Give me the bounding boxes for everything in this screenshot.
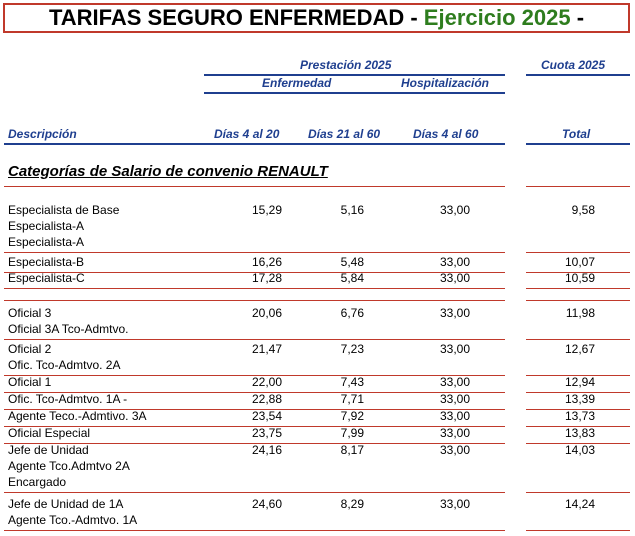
table-row: [0, 375, 635, 392]
cell-dias-21-60: 8,17: [340, 443, 364, 457]
title-year: Ejercicio 2025: [423, 5, 571, 30]
section-rule-total: [526, 186, 630, 187]
cell-dias-21-60: 6,76: [340, 306, 364, 320]
title-separator: -: [404, 5, 424, 30]
table-row: [0, 392, 635, 409]
header-prestacion: Prestación 2025: [300, 58, 392, 72]
row-description: Especialista de Base: [8, 203, 120, 217]
header-hospitalizacion: Hospitalización: [401, 76, 490, 90]
cell-dias-4-60: 33,00: [439, 409, 470, 423]
table-row: [0, 306, 635, 339]
row-description: Jefe de Unidad de 1A: [8, 497, 124, 511]
col-header-total: Total: [562, 127, 591, 141]
row-rule-total: [526, 288, 630, 289]
row-description: Agente Tco.-Admtvo. 1A: [8, 513, 138, 527]
cell-dias-4-20: 17,28: [251, 271, 282, 285]
row-rule: [4, 530, 505, 531]
cell-dias-4-60: 33,00: [439, 392, 470, 406]
row-description: Jefe de Unidad: [8, 443, 89, 457]
cell-total: 11,98: [565, 306, 595, 320]
cell-dias-4-20: 22,88: [251, 392, 282, 406]
cell-dias-21-60: 5,48: [340, 255, 364, 269]
row-rule-total: [526, 492, 630, 493]
cell-dias-4-60: 33,00: [439, 443, 470, 457]
title-trailing: -: [570, 5, 585, 30]
cell-dias-21-60: 7,71: [340, 392, 364, 406]
row-description: Oficial 2: [8, 342, 52, 356]
cell-dias-21-60: 7,43: [340, 375, 364, 389]
col-header-descripcion: Descripción: [8, 127, 77, 141]
cell-total: 13,73: [564, 409, 595, 423]
cell-dias-21-60: 5,84: [340, 271, 364, 285]
row-rule: [4, 339, 505, 340]
cell-dias-21-60: 8,29: [340, 497, 364, 511]
column-header-rule-total: [526, 143, 630, 145]
cell-dias-4-20: 22,00: [251, 375, 282, 389]
row-rule-total: [526, 339, 630, 340]
cell-dias-4-20: 16,26: [251, 255, 282, 269]
cell-dias-4-20: 15,29: [251, 203, 282, 217]
cell-dias-4-60: 33,00: [439, 306, 470, 320]
row-description: Especialista-B: [8, 255, 85, 269]
table-row: [0, 203, 635, 252]
table-row: [0, 255, 635, 272]
row-description: Oficial Especial: [8, 426, 91, 440]
cell-dias-4-60: 33,00: [439, 203, 470, 217]
cell-dias-4-20: 24,60: [251, 497, 282, 511]
table-row: [0, 426, 635, 443]
table-row: [0, 497, 635, 530]
cell-dias-4-20: 24,16: [251, 443, 282, 457]
cell-dias-4-20: 23,54: [251, 409, 282, 423]
cell-dias-4-60: 33,00: [439, 271, 470, 285]
cell-dias-4-20: 21,47: [251, 342, 282, 356]
row-rule-total: [526, 252, 630, 253]
table-row: [0, 342, 635, 375]
cell-total: 13,39: [564, 392, 595, 406]
section-title: Categorías de Salario de convenio RENAULT: [8, 163, 328, 180]
row-description: Especialista-C: [8, 271, 85, 285]
cell-total: 10,59: [564, 271, 595, 285]
cell-dias-21-60: 7,99: [340, 426, 364, 440]
row-description: Ofic. Tco-Admtvo. 1A -: [8, 392, 128, 406]
row-description: Oficial 3A Tco-Admtvo.: [8, 322, 129, 336]
cell-total: 12,94: [564, 375, 595, 389]
cell-dias-21-60: 5,16: [340, 203, 364, 217]
cell-total: 13,83: [564, 426, 595, 440]
row-description: Ofic. Tco-Admtvo. 2A: [8, 358, 121, 372]
cell-dias-21-60: 7,92: [340, 409, 364, 423]
row-rule: [4, 288, 505, 289]
cell-dias-4-60: 33,00: [439, 342, 470, 356]
row-description: Encargado: [8, 475, 67, 489]
header-rule-sub: [204, 92, 505, 94]
cell-dias-4-60: 33,00: [439, 497, 470, 511]
cell-total: 9,58: [571, 203, 595, 217]
col-header-dias-4-60: Días 4 al 60: [413, 127, 479, 141]
cell-dias-4-20: 23,75: [251, 426, 282, 440]
cell-total: 14,03: [564, 443, 595, 457]
table-row: [0, 443, 635, 492]
title-main: TARIFAS SEGURO ENFERMEDAD: [48, 5, 405, 30]
row-description: Especialista-A: [8, 235, 85, 249]
group-separator-rule: [4, 300, 505, 301]
row-description: Especialista-A: [8, 219, 85, 233]
section-rule: [4, 186, 505, 187]
row-rule-total: [526, 530, 630, 531]
group-separator-rule: [526, 300, 630, 301]
cell-dias-4-60: 33,00: [439, 375, 470, 389]
row-description: Oficial 3: [8, 306, 52, 320]
column-header-rule: [4, 143, 505, 145]
table-row: [0, 409, 635, 426]
cell-total: 12,67: [564, 342, 595, 356]
col-header-dias-4-20: Días 4 al 20: [214, 127, 280, 141]
header-enfermedad: Enfermedad: [262, 76, 332, 90]
page-title: [3, 3, 630, 33]
cell-dias-21-60: 7,23: [340, 342, 364, 356]
header-rule-cuota: [526, 74, 630, 76]
row-description: Agente Teco.-Admtivo. 3A: [8, 409, 147, 423]
row-rule: [4, 252, 505, 253]
table-row: [0, 271, 635, 288]
row-description: Agente Tco.Admtvo 2A: [8, 459, 130, 473]
cell-dias-4-20: 20,06: [251, 306, 282, 320]
cell-total: 10,07: [564, 255, 595, 269]
cell-dias-4-60: 33,00: [439, 255, 470, 269]
col-header-dias-21-60: Días 21 al 60: [308, 127, 381, 141]
row-rule: [4, 492, 505, 493]
header-cuota: Cuota 2025: [541, 58, 606, 72]
cell-total: 14,24: [564, 497, 595, 511]
row-description: Oficial 1: [8, 375, 52, 389]
cell-dias-4-60: 33,00: [439, 426, 470, 440]
